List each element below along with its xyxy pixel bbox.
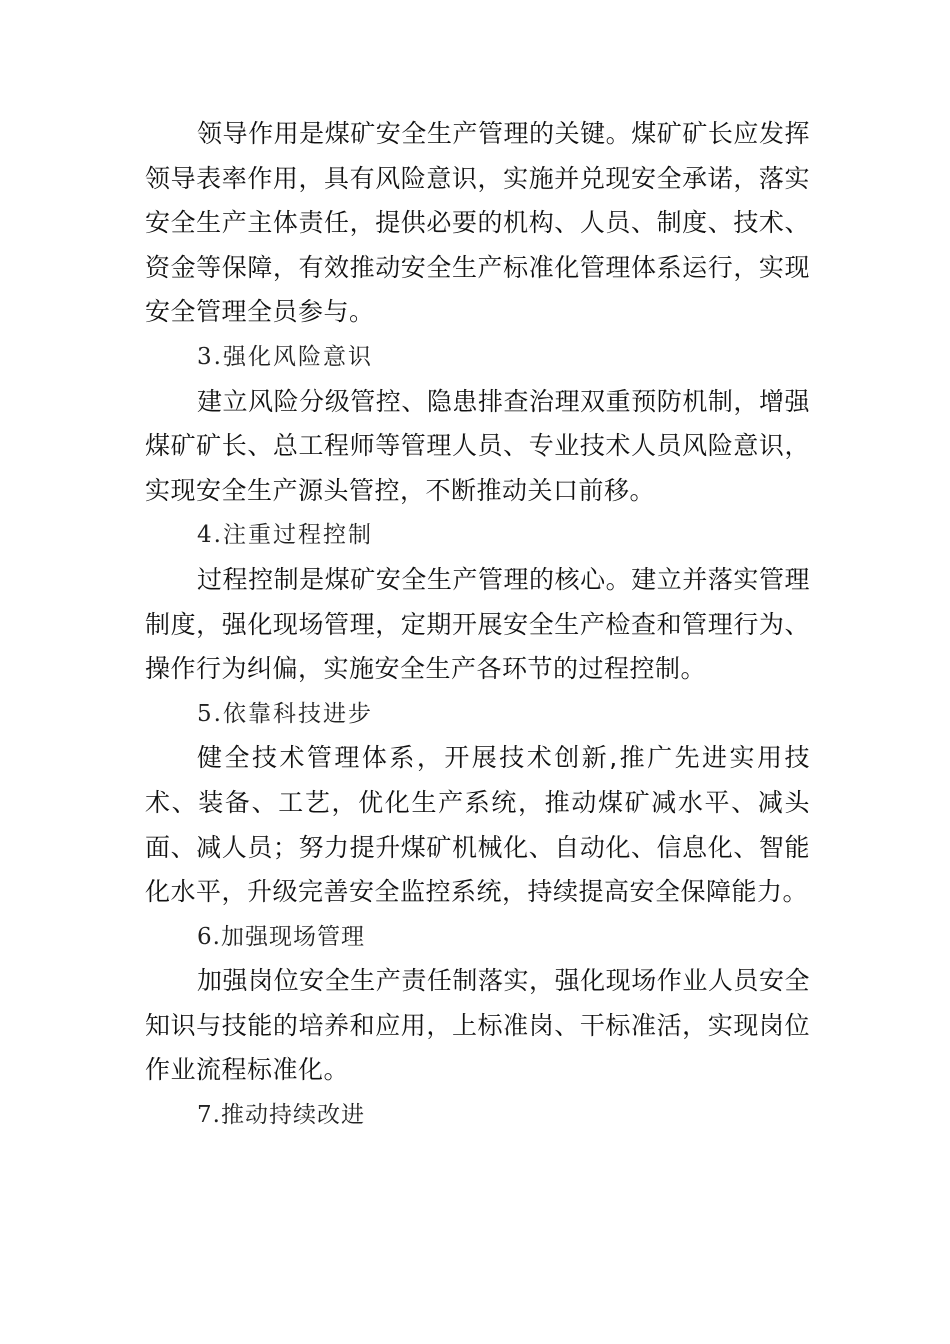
paragraph-leadership: 领导作用是煤矿安全生产管理的关键。煤矿矿长应发挥领导表率作用，具有风险意识，实施并兑现安全承诺，落实安全生产主体责任，提供必要的机构、人员、制度、技术、资金等保障，有效推动安全生产标准化管理体系运行，实现安全管理全员参与。 xyxy=(145,119,810,327)
paragraph-technology-progress: 健全技术管理体系，开展技术创新,推广先进实用技术、装备、工艺，优化生产系统，推动煤矿减水平、减头面、减人员；努力提升煤矿机械化、自动化、信息化、智能化水平，升级完善安全监控系统，持续提高安全保障能力。 xyxy=(145,743,810,907)
heading-continuous-improvement: 7.推动持续改进 xyxy=(197,1102,365,1129)
paragraph-process-control: 过程控制是煤矿安全生产管理的核心。建立并落实管理制度，强化现场管理，定期开展安全生产检查和管理行为、操作行为纠偏，实施安全生产各环节的过程控制。 xyxy=(145,564,810,684)
document-body xyxy=(145,112,810,1138)
heading-process-control: 4.注重过程控制 xyxy=(197,522,373,549)
paragraph-site-management: 加强岗位安全生产责任制落实，强化现场作业人员安全知识与技能的培养和应用，上标准岗、干标准活，实现岗位作业流程标准化。 xyxy=(145,966,810,1085)
heading-site-management: 6.加强现场管理 xyxy=(197,923,365,950)
heading-technology-progress: 5.依靠科技进步 xyxy=(197,700,373,727)
paragraph-risk-awareness: 建立风险分级管控、隐患排查治理双重预防机制，增强煤矿矿长、总工程师等管理人员、专业技术人员风险意识，实现安全生产源头管控，不断推动关口前移。 xyxy=(145,386,810,505)
heading-risk-awareness: 3.强化风险意识 xyxy=(197,343,373,370)
